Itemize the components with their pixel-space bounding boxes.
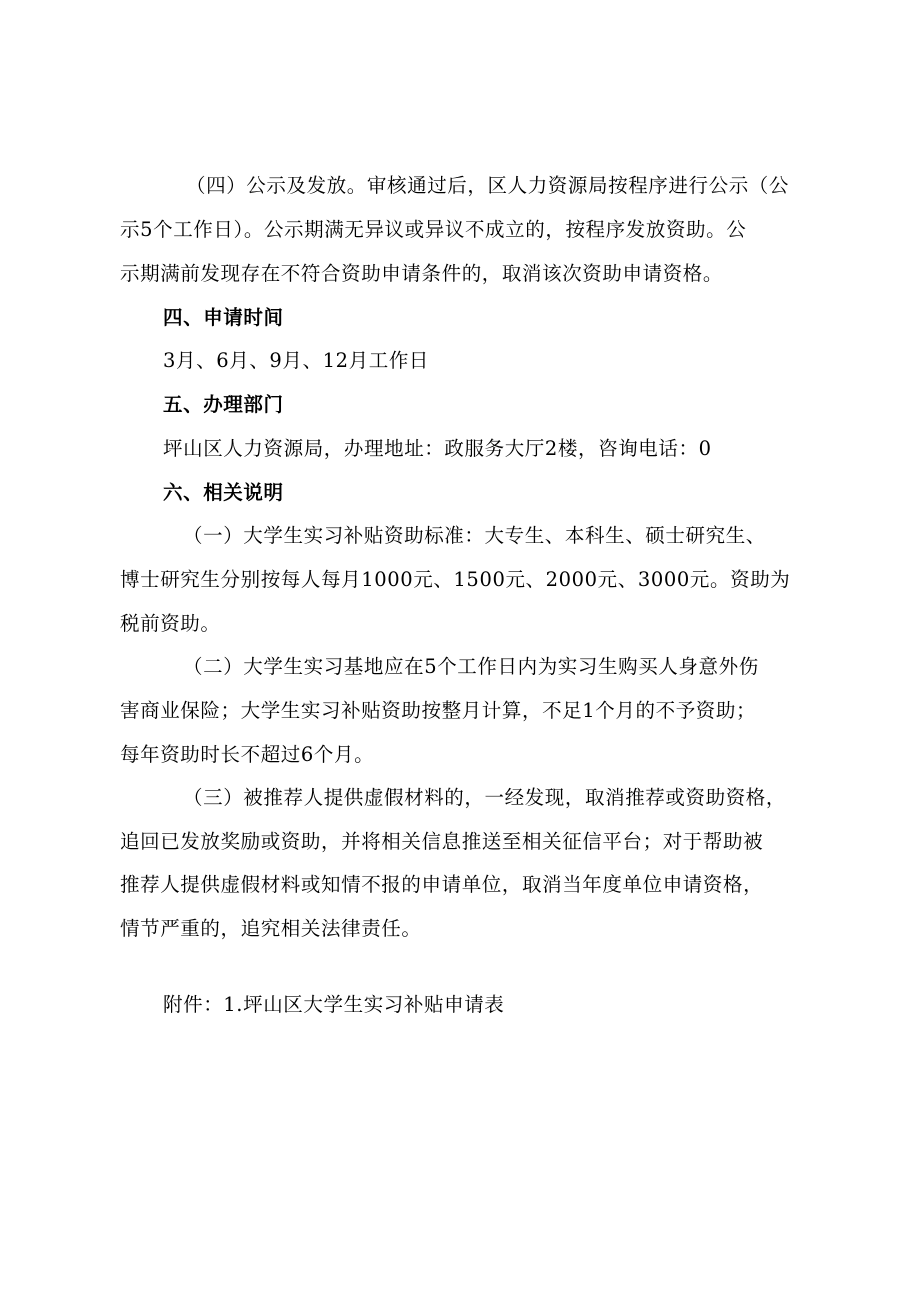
note-2-line-1: （二）大学生实习基地应在5个工作日内为实习生购买人身意外伤 — [183, 655, 759, 678]
attachment-text: 附件：1.坪山区大学生实习补贴申请表 — [163, 993, 505, 1016]
note-1-line-3: 税前资助。 — [120, 612, 221, 635]
note-3-line-3: 推荐人提供虚假材料或知情不报的申请单位，取消当年度单位申请资格， — [120, 873, 764, 896]
publicity-paragraph-line-1: （四）公示及发放。审核通过后，区人力资源局按程序进行公示（公 — [186, 174, 790, 197]
note-2-line-2: 害商业保险；大学生实习补贴资助按整月计算，不足1个月的不予资助； — [120, 699, 757, 722]
department-text: 坪山区人力资源局，办理地址：政服务大厅2楼，咨询电话：0 — [163, 437, 712, 460]
note-1-line-1: （一）大学生实习补贴资助标准：大专生、本科生、硕士研究生、 — [183, 524, 766, 547]
note-1-line-2: 博士研究生分别按每人每月1000元、1500元、2000元、3000元。资助为 — [120, 568, 791, 591]
publicity-paragraph-line-2: 示5个工作日）。公示期满无异议或异议不成立的，按程序发放资助。公 — [120, 218, 747, 241]
note-3-line-1: （三）被推荐人提供虚假材料的，一经发现，取消推荐或资助资格， — [183, 786, 787, 809]
note-3-line-2: 追回已发放奖励或资助，并将相关信息推送至相关征信平台；对于帮助被 — [120, 830, 764, 853]
note-2-line-3: 每年资助时长不超过6个月。 — [120, 743, 375, 766]
heading-notes: 六、相关说明 — [163, 481, 284, 504]
publicity-paragraph-line-3: 示期满前发现存在不符合资助申请条件的，取消该次资助申请资格。 — [120, 262, 724, 285]
heading-application-time: 四、申请时间 — [163, 306, 284, 329]
heading-department: 五、办理部门 — [163, 393, 284, 416]
application-time-text: 3月、6月、9月、12月工作日 — [163, 349, 430, 372]
note-3-line-4: 情节严重的，追究相关法律责任。 — [120, 917, 422, 940]
